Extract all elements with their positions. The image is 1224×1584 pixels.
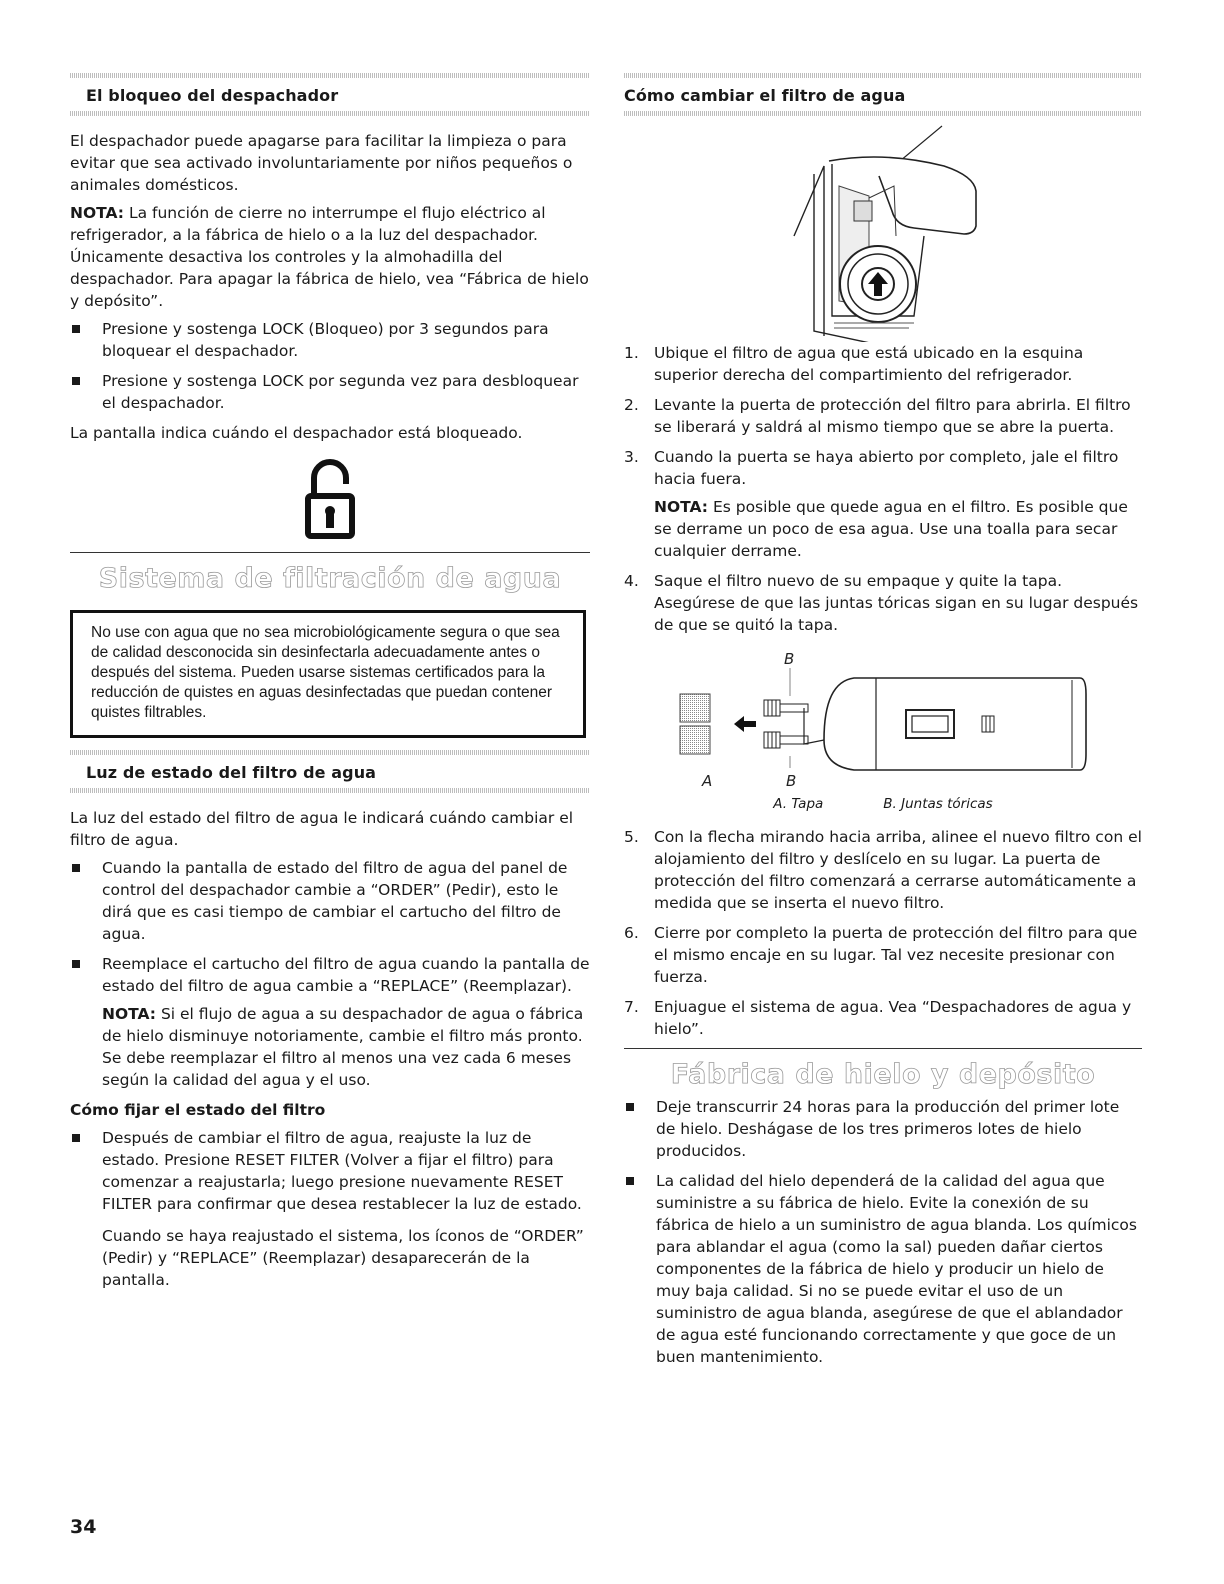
lock-section-title: El bloqueo del despachador (86, 86, 339, 105)
status-section-title: Luz de estado del filtro de agua (86, 763, 377, 782)
ice-maker-title: Fábrica de hielo y depósito (670, 1059, 1096, 1090)
list-item: Después de cambiar el filtro de agua, reajuste la luz de estado. Presione RESET FILTER (Volver a fijar el filtro) para comenzar a reajustarla; luego presione nuevamente RESET FILTER para confirmar que desea restablecer la luz de estado. Cuando se haya reajustado el sistema, los íconos de “ORDER” (Pedir) y “REPLACE” (Reemplazar) desaparecerán de la pantalla. (70, 1127, 590, 1291)
left-column (70, 0, 590, 1299)
lock-note (70, 202, 590, 312)
list-item: Reemplace el cartucho del filtro de agua cuando la pantalla de estado del filtro de agua cambie a “REPLACE” (Reemplazar). NOTA: Si el flujo de agua a su despachador de agua o fábrica de hielo disminuye notoriamente, cambie el filtro más pronto. Se debe reemplazar el filtro al menos una vez cada 6 meses según la calidad del agua y el uso. (70, 953, 590, 1091)
reset-after: Cuando se haya reajustado el sistema, los íconos de “ORDER” (Pedir) y “REPLACE” (Reemplazar) desaparecerán de la pantalla. (102, 1227, 584, 1289)
unlocked-padlock-icon (70, 454, 590, 546)
caption-b: B. Juntas tóricas (883, 796, 993, 812)
diagram-captions (624, 796, 1142, 812)
list-item: 2. Levante la puerta de protección del filtro para abrirla. El filtro se liberará y saldrá al mismo tiempo que se abre la puerta. (624, 396, 1131, 436)
note-label: NOTA: (70, 204, 125, 222)
ice-bullets (624, 1096, 1142, 1368)
list-item: Cuando la pantalla de estado del filtro de agua del panel de control del despachador cambie a “ORDER” (Pedir), esto le dirá que es casi tiempo de cambiar el cartucho del filtro de agua. (70, 857, 590, 945)
label-b-top: B (784, 650, 795, 668)
list-item: 6. Cierre por completo la puerta de protección del filtro para que el mismo encaje en su lugar. Tal vez necesite presionar con fuerza. (624, 924, 1138, 986)
status-intro: La luz del estado del filtro de agua le indicará cuándo cambiar el filtro de agua. (70, 809, 574, 849)
filter-housing-illustration (624, 116, 1142, 342)
filter-cartridge-diagram (624, 644, 1142, 794)
status-note: NOTA: Si el flujo de agua a su despachador de agua o fábrica de hielo disminuye notoriamente, cambie el filtro más pronto. Se debe reemplazar el filtro al menos una vez cada 6 meses según la calidad del agua y el uso. (102, 1005, 584, 1089)
label-a: A (702, 772, 713, 790)
list-item: Presione y sostenga LOCK (Bloqueo) por 3 segundos para bloquear el despachador. (70, 318, 590, 362)
warning-box: No use con agua que no sea microbiológicamente segura o que sea de calidad desconocida sin desinfectarla adecuadamente antes o después del sistema. Pueden usarse sistemas certificados para la reducción de quistes en aguas desinfectadas que puedan contener quistes filtrables. (70, 610, 586, 738)
status-bullets (70, 857, 590, 1091)
lock-display-text: La pantalla indica cuándo el despachador está bloqueado. (70, 424, 523, 442)
steps-list-b (624, 826, 1142, 1040)
reset-bullets (70, 1127, 590, 1291)
list-item: Deje transcurrir 24 horas para la producción del primer lote de hielo. Deshágase de los tres primeros lotes de hielo producidos. (624, 1096, 1142, 1162)
note-text: La función de cierre no interrumpe el flujo eléctrico al refrigerador, a la fábrica de hielo o a la luz del despachador. Únicamente desactiva los controles y la almohadilla del despachador. Para apagar la fábrica de hielo, vea “Fábrica de hielo y depósito”. (70, 204, 589, 310)
list-item: 1. Ubique el filtro de agua que está ubicado en la esquina superior derecha del compartimiento del refrigerador. (624, 344, 1084, 384)
steps-list-a (624, 342, 1142, 636)
list-item: 7. Enjuague el sistema de agua. Vea “Despachadores de agua y hielo”. (624, 998, 1132, 1038)
lock-intro: El despachador puede apagarse para facilitar la limpieza o para evitar que sea activado involuntariamente por niños pequeños o animales domésticos. (70, 132, 573, 194)
list-item: 3. Cuando la puerta se haya abierto por completo, jale el filtro hacia fuera. NOTA: Es posible que quede agua en el filtro. Es posible que se derrame un poco de esa agua. Use una toalla para secar cualquier derrame. (624, 446, 1142, 562)
list-item: 5. Con la flecha mirando hacia arriba, alinee el nuevo filtro con el alojamiento del filtro y deslícelo en su lugar. La puerta de protección del filtro comenzará a cerrarse automáticamente a medida que se inserta el nuevo filtro. (624, 828, 1142, 912)
change-filter-title: Cómo cambiar el filtro de agua (624, 86, 906, 105)
filtration-title: Sistema de filtración de agua (98, 563, 562, 594)
lock-bullets (70, 318, 590, 414)
list-item: 4. Saque el filtro nuevo de su empaque y quite la tapa. Asegúrese de que las juntas tóricas sigan en su lugar después de que se quitó la tapa. (624, 572, 1139, 634)
step3-note: NOTA: Es posible que quede agua en el filtro. Es posible que se derrame un poco de esa agua. Use una toalla para secar cualquier derrame. (654, 498, 1128, 560)
label-b-bottom: B (786, 772, 797, 790)
caption-a: A. Tapa (773, 796, 824, 812)
list-item: Presione y sostenga LOCK por segunda vez para desbloquear el despachador. (70, 370, 590, 414)
reset-heading: Cómo fijar el estado del filtro (70, 1101, 326, 1119)
page-number: 34 (70, 1516, 97, 1538)
list-item: La calidad del hielo dependerá de la calidad del agua que suministre a su fábrica de hielo. Evite la conexión de su fábrica de hielo a un suministro de agua blanda. Los químicos para ablandar el agua (como la sal) pueden dañar ciertos componentes de la fábrica de hielo y producir un hielo de muy baja calidad. Si no se puede evitar el uso de un suministro de agua blanda, asegúrese de que el ablandador de agua esté funcionando correctamente y que goce de un buen mantenimiento. (624, 1170, 1142, 1368)
right-column (624, 0, 1142, 1376)
